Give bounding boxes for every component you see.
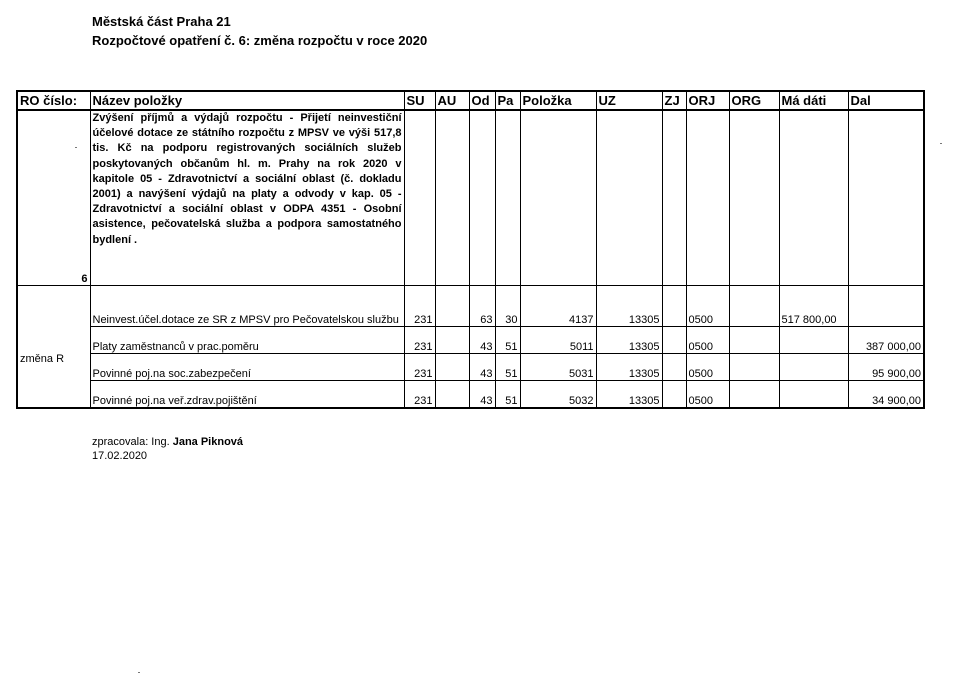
cell-name: Neinvest.účel.dotace ze SR z MPSV pro Pečovatelskou službu	[90, 286, 404, 327]
table-row	[17, 327, 924, 354]
cell-orj: 0500	[686, 381, 729, 409]
cell-org	[729, 286, 779, 327]
cell-uz: 13305	[596, 286, 662, 327]
cell-name: Povinné poj.na veř.zdrav.pojištění	[90, 381, 404, 409]
cell-zj	[662, 286, 686, 327]
cell-su: 231	[404, 286, 435, 327]
cell-ma-dati	[779, 327, 848, 354]
cell-polozka: 4137	[520, 286, 596, 327]
ro-number: 6	[17, 110, 90, 286]
cell-ma-dati: 517 800,00	[779, 286, 848, 327]
col-header-od: Od	[469, 91, 495, 110]
prepared-label: zpracovala: Ing.	[92, 436, 170, 448]
cell-polozka: 5011	[520, 327, 596, 354]
table-row	[17, 286, 924, 327]
col-header-au: AU	[435, 91, 469, 110]
cell-su: 231	[404, 354, 435, 381]
cell-od: 63	[469, 286, 495, 327]
cell-au	[435, 327, 469, 354]
cell-org	[729, 381, 779, 409]
col-header-su: SU	[404, 91, 435, 110]
col-header-name: Název položky	[90, 91, 404, 110]
cell-ma-dati	[779, 381, 848, 409]
cell-au	[435, 354, 469, 381]
col-header-org: ORG	[729, 91, 779, 110]
col-header-ma-dati: Má dáti	[779, 91, 848, 110]
municipality-title: Městská část Praha 21	[92, 14, 231, 29]
cell-ma-dati	[779, 354, 848, 381]
cell-dal: 387 000,00	[848, 327, 924, 354]
cell-uz: 13305	[596, 354, 662, 381]
cell-pa: 51	[495, 327, 520, 354]
cell-dal	[848, 286, 924, 327]
cell-dal: 34 900,00	[848, 381, 924, 409]
cell-od: 43	[469, 381, 495, 409]
col-header-zj: ZJ	[662, 91, 686, 110]
table-header-row	[17, 91, 924, 110]
description-row	[17, 110, 924, 286]
cell-orj: 0500	[686, 327, 729, 354]
cell-od: 43	[469, 327, 495, 354]
table-row	[17, 354, 924, 381]
cell-uz: 13305	[596, 327, 662, 354]
cell-orj: 0500	[686, 354, 729, 381]
cell-orj: 0500	[686, 286, 729, 327]
col-header-orj: ORJ	[686, 91, 729, 110]
col-header-polozka: Položka	[520, 91, 596, 110]
col-header-ro: RO číslo:	[17, 91, 90, 110]
group-label: změna R	[17, 286, 90, 409]
cell-pa: 30	[495, 286, 520, 327]
cell-org	[729, 354, 779, 381]
cell-polozka: 5031	[520, 354, 596, 381]
cell-pa: 51	[495, 354, 520, 381]
scan-speck	[138, 672, 140, 673]
cell-su: 231	[404, 381, 435, 409]
cell-dal: 95 900,00	[848, 354, 924, 381]
scan-speck	[940, 143, 942, 144]
cell-zj	[662, 354, 686, 381]
scan-speck	[75, 147, 77, 148]
table-row	[17, 381, 924, 409]
cell-zj	[662, 381, 686, 409]
cell-name: Platy zaměstnanců v prac.poměru	[90, 327, 404, 354]
col-header-uz: UZ	[596, 91, 662, 110]
cell-su: 231	[404, 327, 435, 354]
cell-org	[729, 327, 779, 354]
cell-name: Povinné poj.na soc.zabezpečení	[90, 354, 404, 381]
cell-polozka: 5032	[520, 381, 596, 409]
cell-od: 43	[469, 354, 495, 381]
footer	[92, 435, 243, 463]
description-text: Zvýšení příjmů a výdajů rozpočtu - Přijetí neinvestiční účelové dotace ze státního rozpočtu z MPSV ve výši 517,8 tis. Kč na podporu registrovaných sociálních služeb poskytovaných občanům hl. m. Prahy na rok 2020 v kapitole 05 - Zdravotnictví a sociální oblast (č. dokladu 2001) a navýšení výdajů na platy a odvody v kap. 05 - Zdravotnictví a sociální oblast v ODPA 4351 - Osobní asistence, pečovatelská služba a podpora samostatného bydlení .	[90, 110, 404, 286]
prepared-date: 17.02.2020	[92, 450, 148, 462]
col-header-dal: Dal	[848, 91, 924, 110]
document-title: Rozpočtové opatření č. 6: změna rozpočtu v roce 2020	[92, 33, 428, 48]
cell-zj	[662, 327, 686, 354]
prepared-by	[92, 435, 243, 449]
cell-pa: 51	[495, 381, 520, 409]
col-header-pa: Pa	[495, 91, 520, 110]
cell-au	[435, 286, 469, 327]
budget-table	[16, 90, 925, 409]
cell-au	[435, 381, 469, 409]
cell-uz: 13305	[596, 381, 662, 409]
prepared-name: Jana Piknová	[172, 436, 244, 448]
